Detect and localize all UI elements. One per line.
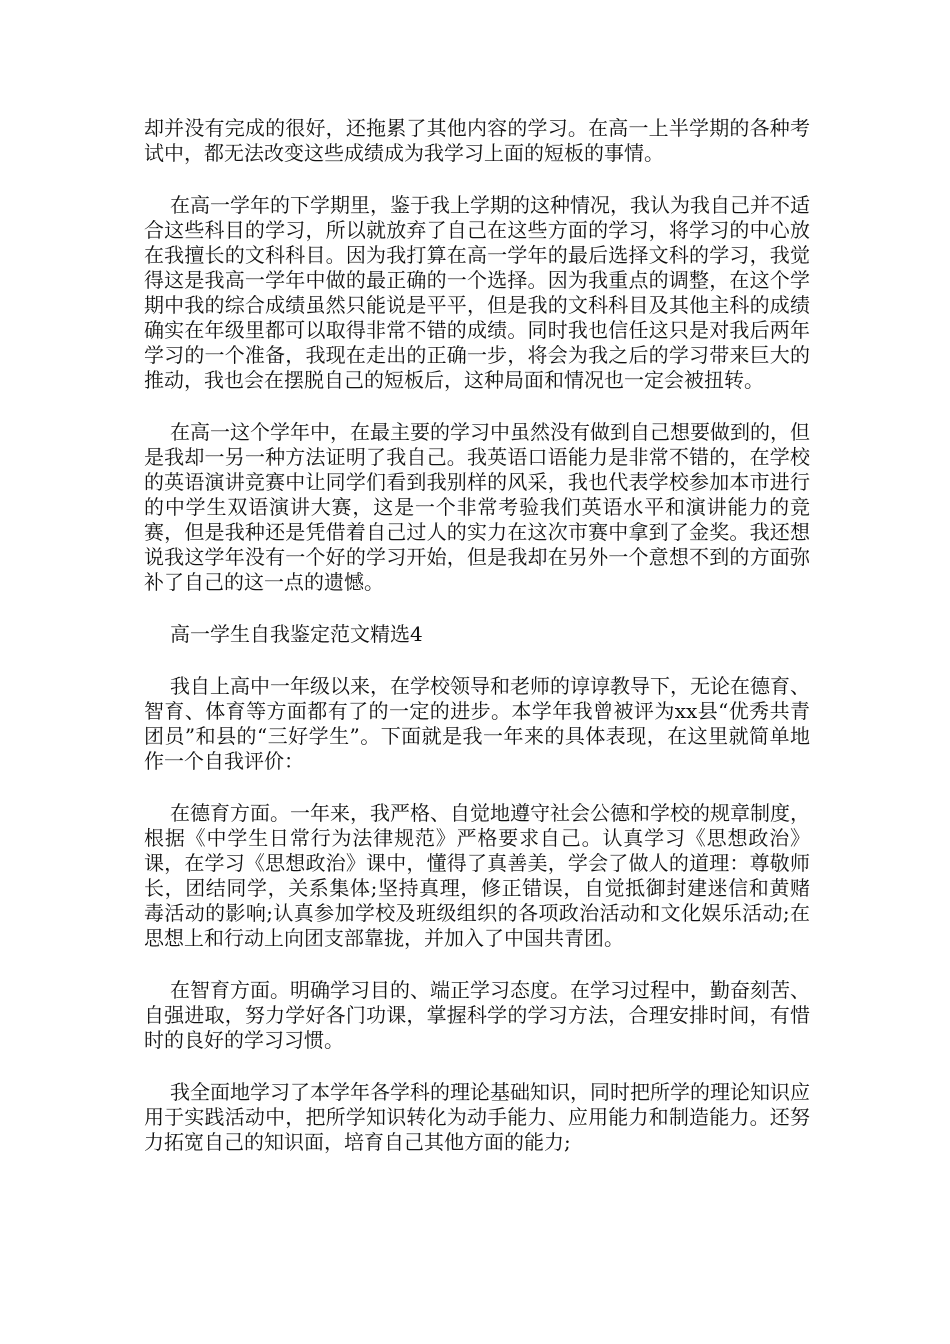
paragraph-moral-education: 在德育方面。一年来，我严格、自觉地遵守社会公德和学校的规章制度，根据《中学生日常行为法律规范》严格要求自己。认真学习《思想政治》课，在学习《思想政治》课中，懂得了真善美，学会了做人的道理：尊敬师长，团结同学，关系集体;坚持真理，修正错误，自觉抵御封建迷信和黄赌毒活动的影响;认真参加学校及班级组织的各项政治活动和文化娱乐活动;在思想上和行动上向团支部靠拢，并加入了中国共青团。 [144,801,810,950]
paragraph-english-speech: 在高一这个学年中，在最主要的学习中虽然没有做到自己想要做到的，但是我却一另一种方法证明了我自己。我英语口语能力是非常不错的，在学校的英语演讲竞赛中让同学们看到我别样的风采，我也代表学校参加本市进行的中学生双语演讲大赛，这是一个非常考验我们英语水平和演讲能力的竞赛，但是我种还是凭借着自己过人的实力在这次市赛中拿到了金奖。我还想说我这学年没有一个好的学习开始，但是我却在另外一个意想不到的方面弥补了自己的这一点的遗憾。 [144,420,810,594]
section-heading: 高一学生自我鉴定范文精选4 [170,622,423,646]
paragraph-second-semester: 在高一学年的下学期里，鉴于我上学期的这种情况，我认为我自己并不适合这些科目的学习，所以就放弃了自己在这些方面的学习，将学习的中心放在我擅长的文科科目。因为我打算在高一学年的最后选择文科的学习，我觉得这是我高一学年中做的最正确的一个选择。因为我重点的调整，在这个学期中我的综合成绩虽然只能说是平平，但是我的文科科目及其他主科的成绩确实在年级里都可以取得非常不错的成绩。同时我也信任这只是对我后两年学习的一个准备，我现在走出的正确一步，将会为我之后的学习带来巨大的推动，我也会在摆脱自己的短板后，这种局面和情况也一定会被扭转。 [144,193,810,392]
paragraph-continuation: 却并没有完成的很好，还拖累了其他内容的学习。在高一上半学期的各种考试中，都无法改变这些成绩成为我学习上面的短板的事情。 [144,116,810,165]
document-body [144,116,810,1182]
paragraph-introduction: 我自上高中一年级以来，在学校领导和老师的谆谆教导下，无论在德育、智育、体育等方面都有了的一定的进步。本学年我曾被评为xx县“优秀共青团员”和县的“三好学生”。下面就是我一年来的具体表现，在这里就简单地作一个自我评价： [144,674,810,773]
paragraph-intellectual-education: 在智育方面。明确学习目的、端正学习态度。在学习过程中，勤奋刻苦、自强进取，努力学好各门功课，掌握科学的学习方法，合理安排时间，有惜时的良好的学习习惯。 [144,978,810,1052]
paragraph-knowledge-application: 我全面地学习了本学年各学科的理论基础知识，同时把所学的理论知识应用于实践活动中，把所学知识转化为动手能力、应用能力和制造能力。还努力拓宽自己的知识面，培育自己其他方面的能力; [144,1080,810,1154]
